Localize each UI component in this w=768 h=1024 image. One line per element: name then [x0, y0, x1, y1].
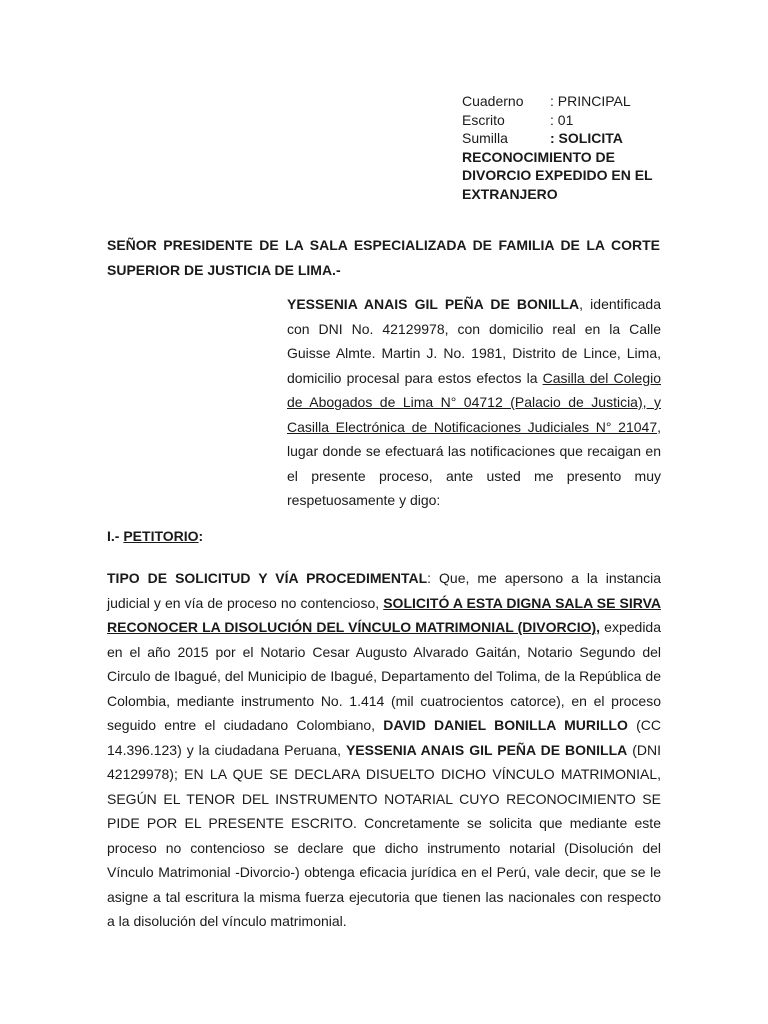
case-header — [462, 92, 672, 203]
header-row-escrito — [462, 111, 672, 130]
intro-text-end: , lugar donde se efectuará las notificaciones que recaigan en el presente proceso, ante usted me presento muy respetuosamente y digo: — [287, 418, 661, 508]
party-name-1: DAVID DANIEL BONILLA MURILLO — [383, 717, 628, 733]
request-statement: SOLICITÓ A ESTA DIGNA SALA SE SIRVA RECONOCER LA DISOLUCIÓN DEL VÍNCULO MATRIMONIAL (DIVORCIO), — [107, 594, 661, 635]
paragraph-text: : Que, me apersono a la instancia judicial y en vía de proceso no contencioso, — [107, 570, 662, 611]
party-name-2: YESSENIA ANAIS GIL PEÑA DE BONILLA — [345, 741, 628, 758]
section-title: PETITORIO — [123, 528, 199, 544]
section-heading — [107, 528, 203, 544]
header-value: : PRINCIPAL — [550, 93, 631, 109]
intro-paragraph — [287, 292, 661, 513]
header-row-sumilla — [462, 129, 672, 148]
paragraph-text: (CC 14.396.123) y la ciudadana Peruana, — [107, 717, 661, 758]
petition-paragraph — [107, 566, 661, 934]
paragraph-text: (DNI 42129978); EN LA QUE SE DECLARA DISUELTO DICHO VÍNCULO MATRIMONIAL, SEGÚN EL TENOR DEL INSTRUMENTO NOTARIAL CUYO RECONOCIMIENTO SE PIDE POR EL PRESENTE ESCRITO. Concretamente se solicita que mediante este proceso no contencioso se declare que dicho instrumento notarial (Disolución del Vínculo Matrimonial -Divorcio-) obtenga eficacia jurídica en el Perú, vale decir, que se le asigne a tal escritura la misma fuerza ejecutoria que tienen las nacionales con respecto a la disolución del vínculo matrimonial. — [107, 741, 661, 929]
header-key: Sumilla — [462, 130, 508, 146]
addressee: SEÑOR PRESIDENTE DE LA SALA ESPECIALIZADA DE FAMILIA DE LA CORTE SUPERIOR DE JUSTICIA DE LIMA.- — [107, 237, 660, 278]
paragraph-text: expedida en el año 2015 por el Notario Cesar Augusto Alvarado Gaitán, Notario Segundo del Circulo de Ibagué, del Municipio de Ibagué, Departamento del Tolima, de la República de Colombia, mediante instrumento No. 1.414 (mil cuatrocientos catorce), en el proceso seguido entre el ciudadano Colombiano, — [107, 619, 662, 733]
petitioner-name: YESSENIA ANAIS GIL PEÑA DE BONILLA — [287, 296, 580, 312]
header-key: Escrito — [462, 111, 505, 128]
intro-text: , identificada con DNI No. 42129978, con domicilio real en la Calle Guisse Almte. Martin J. No. 1981, Distrito de Lince, Lima, domicilio procesal para estos efectos la — [287, 296, 661, 386]
request-type-label: TIPO DE SOLICITUD Y VÍA PROCEDIMENTAL — [107, 570, 428, 586]
header-key: Cuaderno — [462, 93, 524, 109]
section-number: I.- — [107, 528, 124, 544]
header-value: : 01 — [550, 111, 574, 128]
header-row-cuaderno — [462, 92, 672, 111]
header-value: : SOLICITA — [550, 130, 623, 146]
sumilla-continuation: RECONOCIMIENTO DE DIVORCIO EXPEDIDO EN EL EXTRANJERO — [462, 148, 653, 202]
procedural-address: Casilla del Colegio de Abogados de Lima N° 04712 (Palacio de Justicia), y Casilla Electrónica de Notificaciones Judiciales N° 21047 — [287, 369, 661, 435]
section-colon: : — [198, 528, 204, 544]
